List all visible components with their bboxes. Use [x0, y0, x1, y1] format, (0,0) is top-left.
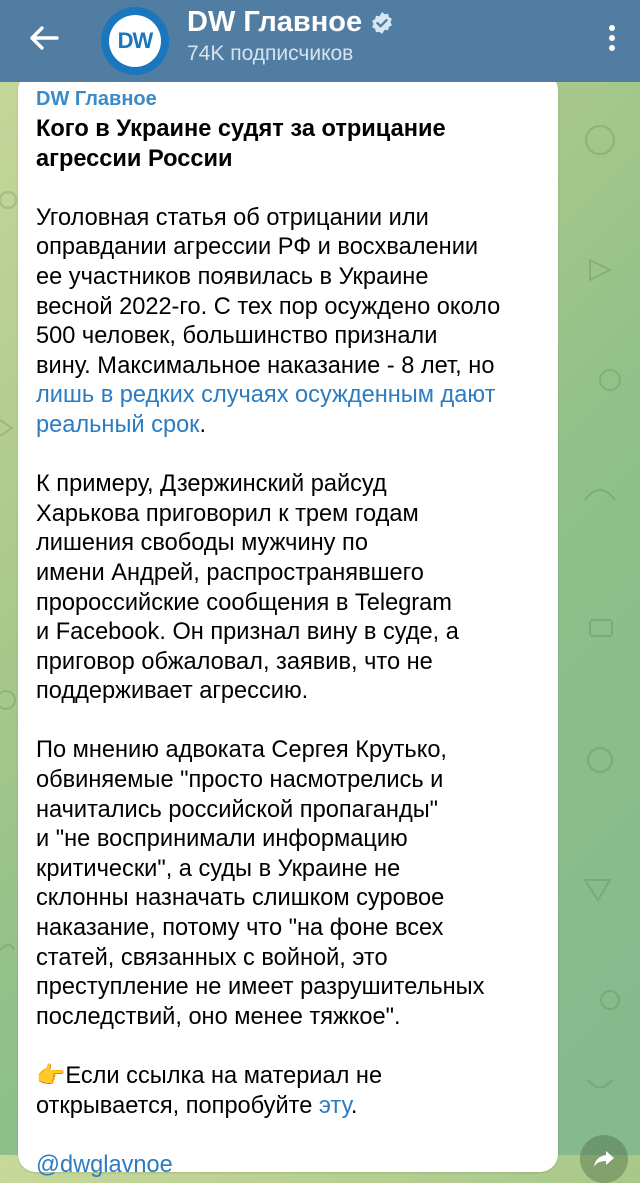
paragraph-3: По мнению адвоката Сергея Крутько, обвиняемые "просто насмотрелись и начитались российской пропаганды" и "не воспринимали информацию критически", а суды в Украине не склонны назначать слишком суровое наказание, потому что "на фоне всех статей, связанных с войной, это преступление не имеет разрушительных последствий, оно менее тяжкое". — [36, 737, 485, 1030]
avatar-logo: DW — [109, 15, 161, 67]
paragraph-1: Уголовная статья об отрицании или оправдании агрессии РФ и восхвалении ее участников появилась в Украине весной 2022-го. С тех пор осуждено около 500 человек, большинство признали вину. Максимальное наказание - 8 лет, но лишь в редких случаях осужденным дают реальный срок. — [36, 204, 501, 438]
share-arrow-icon — [592, 1149, 616, 1169]
paragraph-2: К примеру, Дзержинский райсуд Харькова приговорил к трем годам лишения свободы мужчину по имени Андрей, распространявшего пророссийские сообщения в Telegram и Facebook. Он признал вину в суде, а приговор обжаловал, заявив, что не поддерживает агрессию. — [36, 471, 459, 705]
more-vertical-icon — [608, 24, 616, 52]
message-sender[interactable]: DW Главное — [36, 88, 157, 110]
back-button[interactable] — [20, 14, 68, 62]
arrow-left-icon — [29, 25, 59, 51]
pointing-hand-emoji-icon: 👉 — [36, 1063, 66, 1089]
article-link-cont[interactable]: реальный срок — [36, 411, 200, 438]
verified-badge-icon — [370, 11, 394, 35]
channel-avatar[interactable] — [101, 7, 169, 75]
mirror-link[interactable]: эту — [318, 1092, 351, 1119]
message-title: Кого в Украине судят за отрицание агрессии России — [36, 116, 446, 172]
channel-signature-link[interactable]: @dwglavnoe — [36, 1152, 173, 1179]
paragraph-4: 👉Если ссылка на материал не открывается, попробуйте эту. — [36, 1063, 383, 1119]
channel-header — [0, 0, 640, 82]
article-link[interactable]: лишь в редких случаях осужденным дают — [36, 382, 496, 409]
channel-title-text: DW Главное — [187, 6, 363, 38]
more-menu-button[interactable] — [594, 16, 630, 60]
message-bubble[interactable] — [18, 72, 558, 1179]
share-button[interactable] — [580, 1135, 628, 1183]
channel-title[interactable] — [187, 6, 394, 39]
subscriber-count: 74K подписчиков — [187, 42, 354, 65]
message-text — [36, 115, 540, 1121]
